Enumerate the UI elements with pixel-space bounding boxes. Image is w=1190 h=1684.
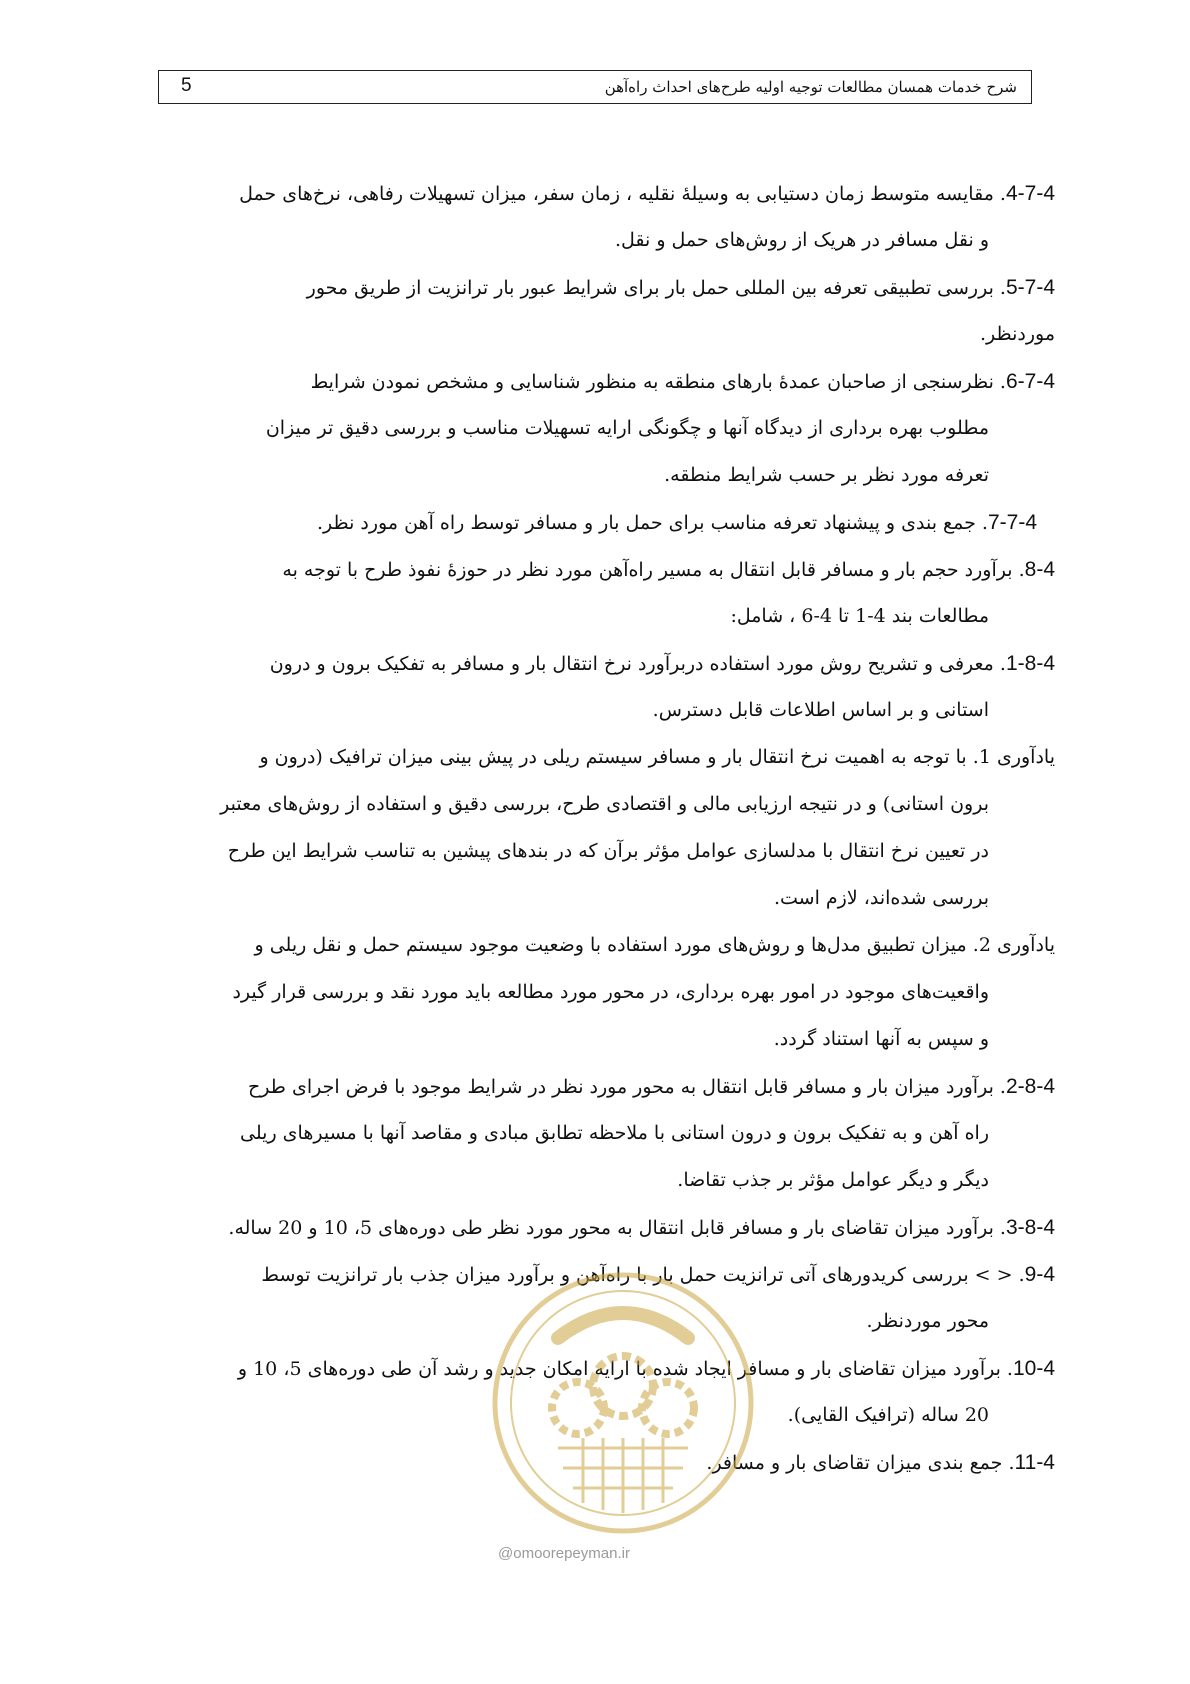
paragraph-line: برون استانی) و در نتیجه ارزیابی مالی و اقتصادی طرح، بررسی دقیق و استفاده از روش‌های معتبر: [220, 793, 989, 815]
page-header: [158, 70, 1032, 104]
paragraph-line: مطالعات بند 4-1 تا 4-6 ، شامل:: [730, 605, 989, 627]
paragraph-line: برآورد حجم بار و مسافر قابل انتقال به مسیر راه‌آهن مورد نظر در حوزهٔ نفوذ طرح با توجه به: [282, 559, 1013, 581]
paragraph-line: واقعیت‌های موجود در امور بهره برداری، در محور مورد مطالعه باید مورد نقد و بررسی قرار گیرد: [232, 981, 989, 1003]
paragraph-number: 6-7-4: [1005, 370, 1055, 393]
paragraph: 9-4. < > بررسی کریدورهای آتی ترانزیت حمل بار با راه‌آهن و برآورد میزان جذب بار ترانزیت توسط محور موردنظر.: [261, 1263, 1055, 1332]
note-label: یادآوری 1: [978, 746, 1055, 768]
paragraph: 10-4. برآورد میزان تقاضای بار و مسافر ایجاد شده با ارایه امکان جدید و رشد آن طی دوره‌های 5، 10 و 20 ساله (ترافیک القایی).: [237, 1357, 1055, 1426]
paragraph: 7-7-4. جمع بندی و پیشنهاد تعرفه مناسب برای حمل بار و مسافر توسط راه آهن مورد نظر.: [316, 511, 1037, 534]
paragraph-number: 3-8-4: [1005, 1216, 1055, 1239]
paragraph-line: جمع بندی میزان تقاضای بار و مسافر.: [706, 1452, 1003, 1474]
paragraph-line: با توجه به اهمیت نرخ انتقال بار و مسافر سیستم ریلی در پیش بینی میزان ترافیک (درون و: [259, 746, 967, 768]
paragraph-number: 9-4: [1024, 1263, 1055, 1286]
paragraph-line: مطلوب بهره برداری از دیدگاه آنها و چگونگی ارایه تسهیلات مناسب و بررسی دقیق تر میزان: [265, 417, 989, 439]
paragraph-line: نظرسنجی از صاحبان عمدهٔ بارهای منطقه به منظور شناسایی و مشخص نمودن شرایط: [310, 371, 994, 393]
paragraph-line: در تعیین نرخ انتقال با مدلسازی عوامل مؤثر برآن که در بندهای پیشین به تناسب شرایط این طرح: [227, 840, 989, 862]
paragraph-line: بررسی شده‌اند، لازم است.: [773, 887, 989, 909]
paragraph-line: و نقل مسافر در هریک از روش‌های حمل و نقل.: [614, 229, 989, 251]
paragraph-line: < > بررسی کریدورهای آتی ترانزیت حمل بار با راه‌آهن و برآورد میزان جذب بار ترانزیت توسط: [261, 1264, 1013, 1286]
paragraph-line: محور موردنظر.: [866, 1310, 989, 1332]
paragraph-line: برآورد میزان تقاضای بار و مسافر قابل انتقال به محور مورد نظر طی دوره‌های 5، 10 و 20 ساله.: [228, 1217, 994, 1239]
page-number: 5: [181, 75, 192, 96]
paragraph-number: 11-4: [1014, 1451, 1055, 1474]
paragraph-number: 8-4: [1024, 558, 1055, 581]
watermark-text: @omoorepeyman.ir: [498, 1545, 630, 1562]
paragraph: 5-7-4. بررسی تطبیقی تعرفه بین المللی حمل بار برای شرایط عبور بار ترانزیت از طریق محور موردنظر.: [306, 276, 1055, 345]
paragraph-line: بررسی تطبیقی تعرفه بین المللی حمل بار برای شرایط عبور بار ترانزیت از طریق محور: [306, 277, 994, 299]
paragraph-line: استانی و بر اساس اطلاعات قابل دسترس.: [652, 699, 989, 721]
paragraph-line: دیگر و دیگر عوامل مؤثر بر جذب تقاضا.: [677, 1169, 989, 1191]
paragraph-line: تعرفه مورد نظر بر حسب شرایط منطقه.: [664, 464, 989, 486]
paragraph: 6-7-4. نظرسنجی از صاحبان عمدهٔ بارهای منطقه به منظور شناسایی و مشخص نمودن شرایط مطلوب بهره برداری از دیدگاه آنها و چگونگی ارایه تسهیلات مناسب و بررسی دقیق تر میزان تعرفه مورد نظر بر حسب شرایط منطقه.: [265, 370, 1055, 486]
paragraph-number: 7-7-4: [987, 511, 1037, 534]
note: یادآوری 2. میزان تطبیق مدل‌ها و روش‌های مورد استفاده با وضعیت موجود سیستم حمل و نقل ریلی و واقعیت‌های موجود در امور بهره برداری، در محور مورد مطالعه باید مورد نقد و بررسی قرار گیرد و سپس به آنها استناد گردد.: [232, 934, 1055, 1050]
note-label: یادآوری 2: [978, 934, 1055, 956]
paragraph: 8-4. برآورد حجم بار و مسافر قابل انتقال به مسیر راه‌آهن مورد نظر در حوزهٔ نفوذ طرح با توجه به مطالعات بند 4-1 تا 4-6 ، شامل:: [282, 558, 1055, 627]
paragraph-number: 10-4: [1012, 1357, 1055, 1380]
paragraph-line: معرفی و تشریح روش مورد استفاده دربرآورد نرخ انتقال بار و مسافر به تفکیک برون و درون: [269, 653, 994, 675]
paragraph-line: برآورد میزان بار و مسافر قابل انتقال به محور مورد نظر در شرایط موجود با فرض اجرای طرح: [248, 1076, 994, 1098]
paragraph: 11-4. جمع بندی میزان تقاضای بار و مسافر.: [706, 1451, 1055, 1474]
paragraph-line: برآورد میزان تقاضای بار و مسافر ایجاد شده با ارایه امکان جدید و رشد آن طی دوره‌های 5، 10 و: [237, 1358, 1001, 1380]
note: یادآوری 1. با توجه به اهمیت نرخ انتقال بار و مسافر سیستم ریلی در پیش بینی میزان ترافیک (درون و برون استانی) و در نتیجه ارزیابی مالی و اقتصادی طرح، بررسی دقیق و استفاده از روش‌های معتبر در تعیین نرخ انتقال با مدلسازی عوامل مؤثر برآن که در بندهای پیشین به تناسب شرایط این طرح بررسی شده‌اند، لازم است.: [220, 746, 1055, 909]
paragraph-number: 5-7-4: [1005, 276, 1055, 299]
paragraph: 4-7-4. مقایسه متوسط زمان دستیابی به وسیلهٔ نقلیه ، زمان سفر، میزان تسهیلات رفاهی، نرخ‌های حمل و نقل مسافر در هریک از روش‌های حمل و نقل.: [239, 182, 1055, 251]
paragraph-line: جمع بندی و پیشنهاد تعرفه مناسب برای حمل بار و مسافر توسط راه آهن مورد نظر.: [316, 512, 976, 534]
header-title: شرح خدمات همسان مطالعات توجیه اولیه طرح‌های احداث راه‌آهن: [604, 78, 1017, 96]
paragraph-line: موردنظر.: [979, 323, 1055, 345]
paragraph-line: راه آهن و به تفکیک برون و درون استانی با ملاحظه تطابق مبادی و مقاصد آنها با مسیرهای ریلی: [240, 1122, 989, 1144]
watermark-logo-icon: [488, 1268, 758, 1538]
paragraph-number: 4-7-4: [1005, 182, 1055, 205]
paragraph-line: میزان تطبیق مدل‌ها و روش‌های مورد استفاده با وضعیت موجود سیستم حمل و نقل ریلی و: [254, 934, 967, 956]
paragraph-number: 2-8-4: [1005, 1075, 1055, 1098]
paragraph: 2-8-4. برآورد میزان بار و مسافر قابل انتقال به محور مورد نظر در شرایط موجود با فرض اجرای طرح راه آهن و به تفکیک برون و درون استانی با ملاحظه تطابق مبادی و مقاصد آنها با مسیرهای ریلی دیگر و دیگر عوامل مؤثر بر جذب تقاضا.: [240, 1075, 1055, 1191]
paragraph-line: و سپس به آنها استناد گردد.: [773, 1028, 989, 1050]
paragraph-number: 1-8-4: [1005, 652, 1055, 675]
paragraph-line: مقایسه متوسط زمان دستیابی به وسیلهٔ نقلیه ، زمان سفر، میزان تسهیلات رفاهی، نرخ‌های حمل: [239, 183, 994, 205]
paragraph: 3-8-4. برآورد میزان تقاضای بار و مسافر قابل انتقال به محور مورد نظر طی دوره‌های 5، 10 و 20 ساله.: [228, 1216, 1055, 1239]
paragraph-line: 20 ساله (ترافیک القایی).: [787, 1404, 989, 1426]
paragraph: 1-8-4. معرفی و تشریح روش مورد استفاده دربرآورد نرخ انتقال بار و مسافر به تفکیک برون و درون استانی و بر اساس اطلاعات قابل دسترس.: [269, 652, 1055, 721]
